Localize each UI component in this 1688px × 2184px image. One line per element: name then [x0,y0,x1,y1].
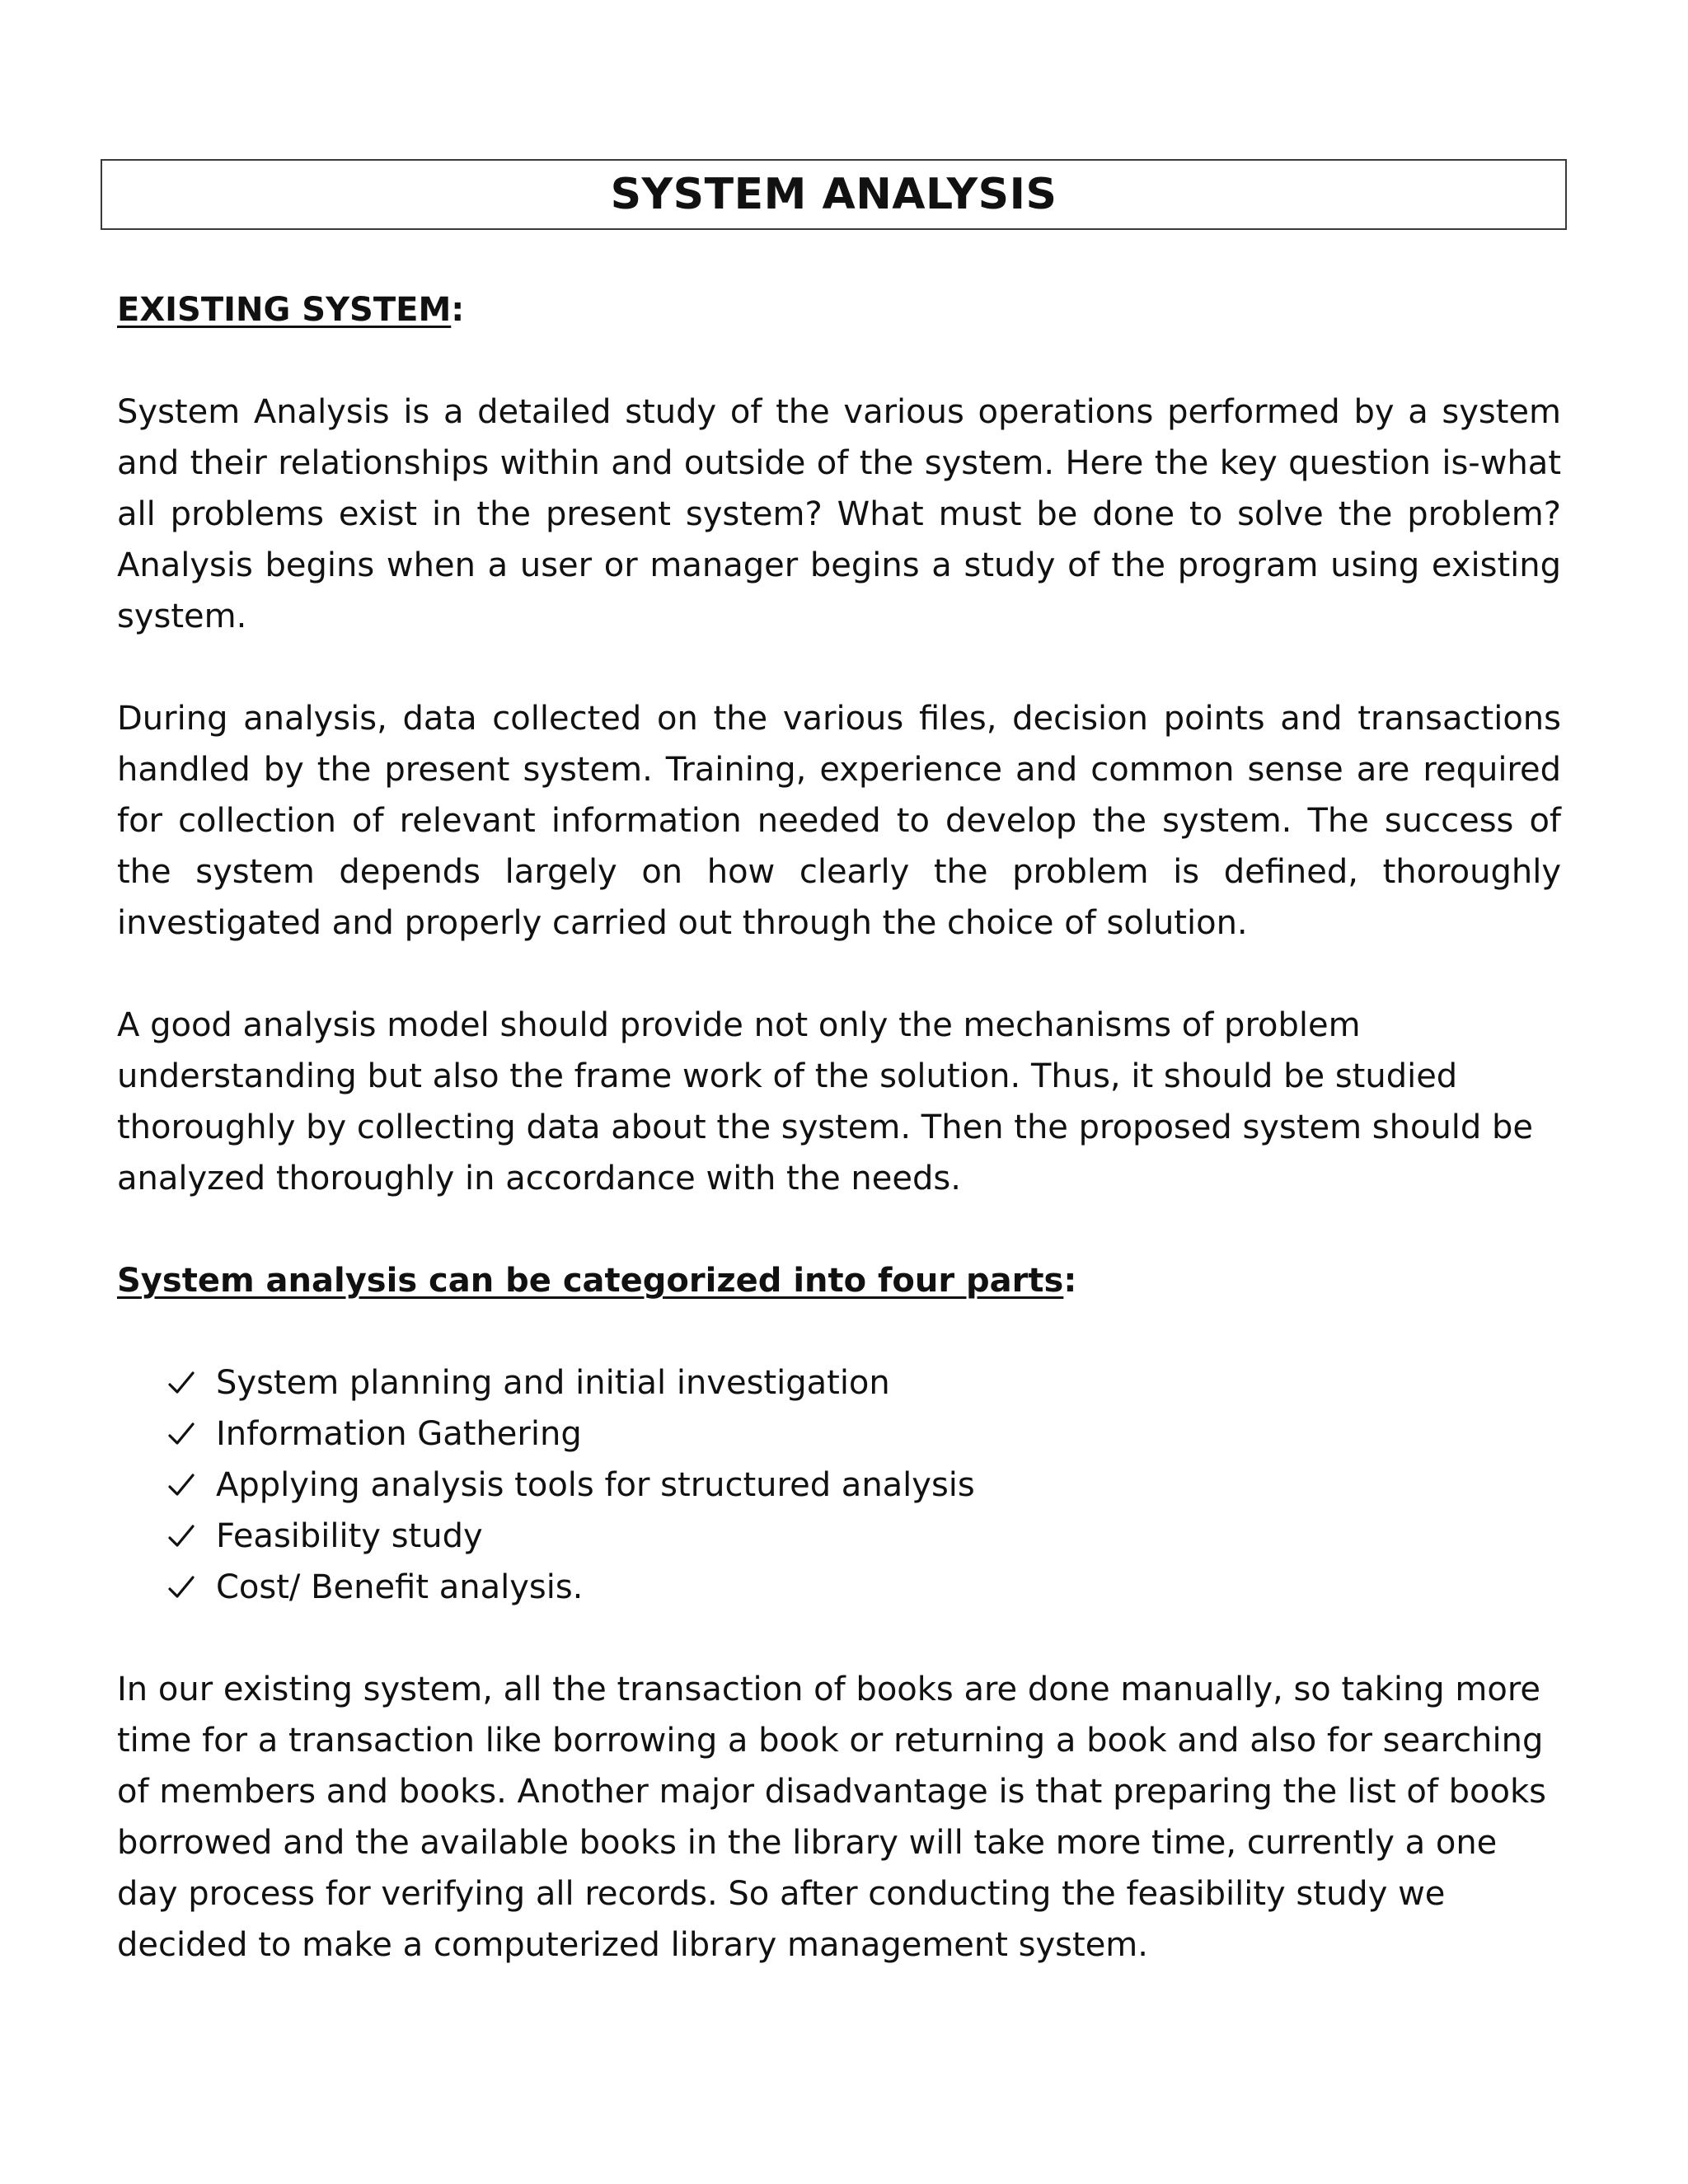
existing-system-heading-colon: : [451,291,465,329]
spacer [117,1306,1561,1357]
existing-system-paragraph-1: System Analysis is a detailed study of the various operations performed by a system and their relationships within and outside of the system. Here the key question is-what all problems exist in the present system? What must be done to solve the problem? Analysis begins when a user or manager begins a study of the program using existing system. [117,393,1561,635]
list-item-label: Feasibility study [216,1517,483,1555]
spacer [117,335,1561,387]
existing-system-paragraph-2: During analysis, data collected on the various files, decision points and transactions handled by the present system. Training, experience and common sense are required for collection of relevant information needed to develop the system. The success of the system depends largely on how clearly the problem is defined, thoroughly investigated and properly carried out through the choice of solution. [117,700,1561,942]
categories-heading-colon: : [1063,1262,1077,1300]
list-item [166,1511,1561,1562]
checkmark-icon [166,1572,196,1602]
spacer [117,1204,1561,1255]
checkmark-icon [166,1419,196,1449]
list-item-label: Information Gathering [216,1415,582,1453]
document-body [117,284,1561,1971]
spacer [117,642,1561,693]
spacer [117,1613,1561,1664]
list-item [166,1357,1561,1408]
checkmark-icon [166,1470,196,1500]
list-item-label: Cost/ Benefit analysis. [216,1568,584,1606]
existing-system-paragraph-3: A good analysis model should provide not only the mechanisms of problem understanding but also the frame work of the solution. Thus, it should be studied thoroughly by collecting data about the system. Then the proposed system should be analyzed thoroughly in accordance with the needs. [117,1006,1534,1197]
categories-checklist [117,1357,1561,1613]
list-item-label: Applying analysis tools for structured analysis [216,1466,975,1504]
list-item [166,1408,1561,1460]
list-item [166,1460,1561,1511]
checkmark-icon [166,1521,196,1551]
existing-system-heading-text: EXISTING SYSTEM [117,291,452,329]
conclusion-paragraph: In our existing system, all the transaction of books are done manually, so taking more time for a transaction like borrowing a book or returning a book and also for searching of members and books. Another major disadvantage is that preparing the list of books borrowed and the available books in the library will take more time, currently a one day process for verifying all records. So after conducting the feasibility study we decided to make a computerized library management system. [117,1671,1546,1964]
checkmark-icon [166,1368,196,1398]
categories-heading-text: System analysis can be categorized into four parts [117,1262,1064,1300]
list-item-label: System planning and initial investigation [216,1364,890,1402]
categories-heading [117,1255,1561,1306]
title-box [101,159,1567,230]
page-title: SYSTEM ANALYSIS [610,170,1057,219]
existing-system-heading [117,284,1561,335]
spacer [117,949,1561,1000]
list-item [166,1562,1561,1613]
